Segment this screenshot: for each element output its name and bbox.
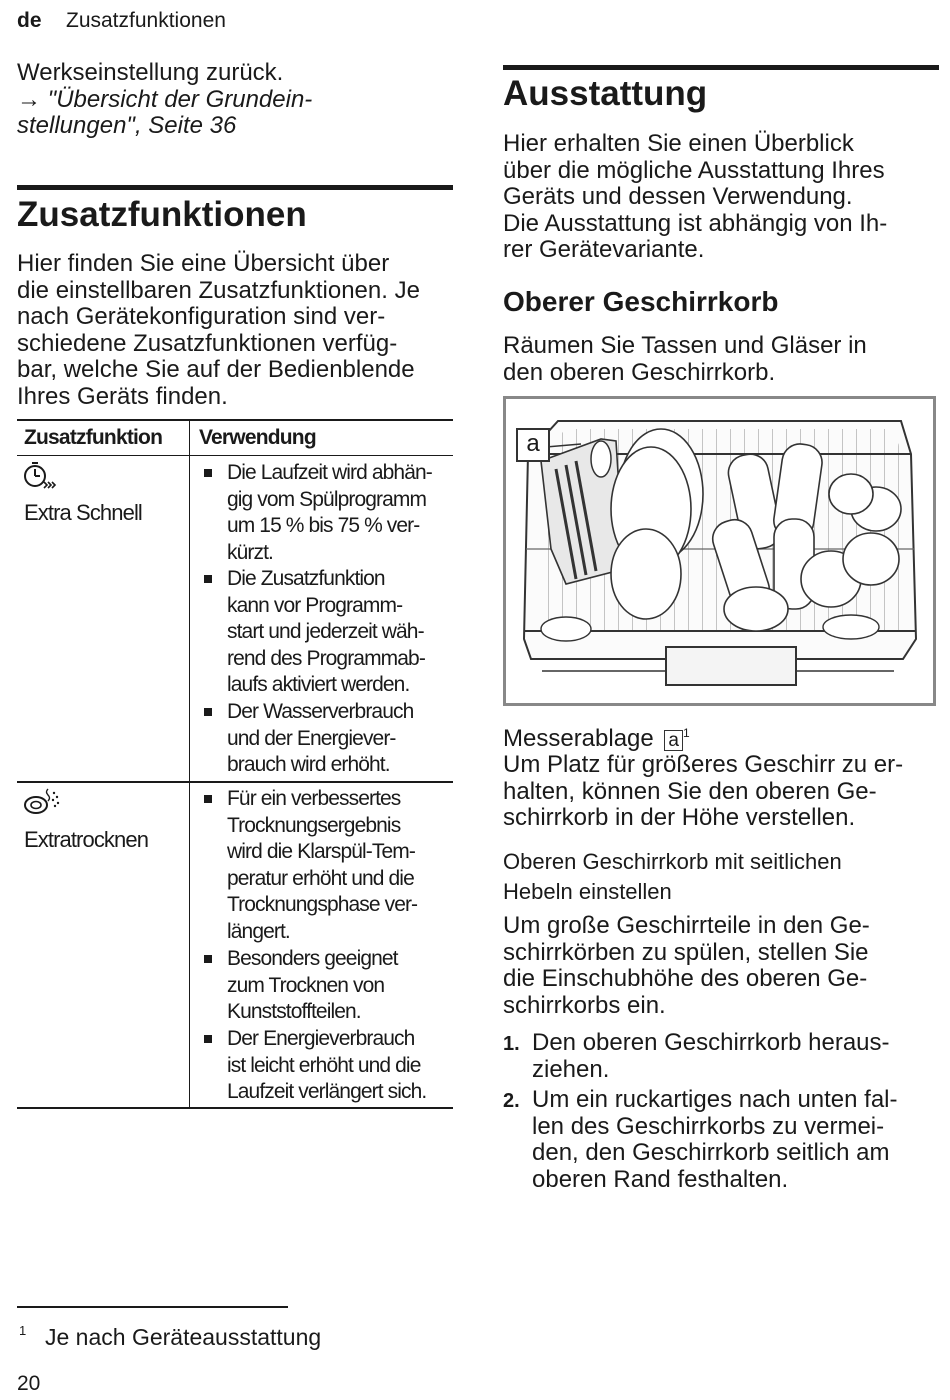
- usage-bullet: [227, 699, 413, 779]
- paragraph-line: schirrkorb in der Höhe verstellen.: [503, 804, 856, 831]
- paragraph-line: die Einschubhöhe des oberen Ge-: [503, 965, 868, 992]
- bullet-line: wird die Klarspül-Tem-: [227, 840, 415, 864]
- table-header-rule: [17, 455, 453, 456]
- cross-reference-link[interactable]: stellungen", Seite 36: [17, 112, 237, 139]
- sub-subsection-title: [503, 847, 943, 907]
- section-intro: [503, 131, 943, 264]
- paragraph-line: schiedene Zusatzfunktionen verfüg-: [17, 329, 398, 357]
- step-line: ziehen.: [532, 1055, 610, 1083]
- bullet-line: Laufzeit verlängert sich.: [227, 1080, 427, 1104]
- bullet-line: um 15 % bis 75 % ver-: [227, 514, 420, 538]
- figure-caption: [503, 720, 690, 753]
- extra-fast-icon: [22, 459, 58, 496]
- usage-bullet: [227, 1026, 426, 1106]
- paragraph-line: Ihres Geräts finden.: [17, 382, 228, 410]
- step-line: Den oberen Geschirrkorb heraus-: [532, 1029, 890, 1056]
- bullet-line: Trocknungsergebnis: [227, 813, 401, 837]
- cross-reference-link[interactable]: → "Übersicht der Grundein-: [17, 85, 313, 113]
- paragraph-line: Hier finden Sie eine Übersicht über: [17, 250, 390, 277]
- bullet-line: start und jederzeit wäh-: [227, 620, 424, 644]
- bullet-line: zum Trocknen von: [227, 973, 385, 997]
- usage-bullet: [227, 460, 432, 566]
- bullet-line: längert.: [227, 919, 290, 943]
- paragraph-line: bar, welche Sie auf der Bedienblende: [17, 356, 415, 383]
- section-title: Zusatzfunktionen: [17, 195, 307, 234]
- section-rule: [17, 185, 453, 190]
- bullet-line: Besonders geeignet: [227, 947, 398, 970]
- caption-text: Messerablage: [503, 725, 654, 752]
- step-line: Um ein ruckartiges nach unten fal-: [532, 1086, 898, 1113]
- section-title: Ausstattung: [503, 74, 708, 113]
- bullet-marker: [204, 469, 212, 477]
- paragraph-line: Die Ausstattung ist abhängig von Ih-: [503, 209, 888, 237]
- paragraph-line: Hier erhalten Sie einen Überblick: [503, 130, 854, 157]
- subsection-title: Oberer Geschirrkorb: [503, 286, 779, 317]
- bullet-line: ist leicht erhöht und die: [227, 1053, 421, 1077]
- paragraph-line: nach Gerätekonfiguration sind ver-: [17, 303, 386, 330]
- paragraph-line: halten, können Sie den oberen Ge-: [503, 777, 877, 805]
- function-name: Extratrocknen: [24, 827, 149, 852]
- paragraph-line: den oberen Geschirrkorb.: [503, 358, 776, 386]
- language-code: de: [17, 9, 42, 32]
- bullet-line: Der Energieverbrauch: [227, 1027, 415, 1050]
- bullet-line: brauch wird erhöht.: [227, 753, 390, 777]
- bullet-line: Der Wasserverbrauch: [227, 700, 414, 723]
- paragraph-line: Um große Geschirrteile in den Ge-: [503, 912, 870, 939]
- intro-text: [17, 60, 312, 140]
- subsection-intro: [503, 333, 943, 386]
- section-intro: [17, 251, 457, 410]
- step-number: 2.: [503, 1090, 520, 1112]
- bullet-line: gig vom Spülprogramm: [227, 487, 427, 511]
- table-column-divider: [189, 420, 190, 1109]
- step-line: oberen Rand festhalten.: [532, 1165, 789, 1193]
- title-line: Hebeln einstellen: [503, 879, 672, 904]
- paragraph-line: schirrkörben zu spülen, stellen Sie: [503, 938, 869, 966]
- page-number: 20: [17, 1372, 41, 1395]
- bullet-line: kürzt.: [227, 540, 273, 564]
- bullet-marker: [204, 795, 212, 803]
- intro-line: Werkseinstellung zurück.: [17, 59, 284, 86]
- paragraph-line: Um Platz für größeres Geschirr zu er-: [503, 751, 904, 778]
- table-top-rule: [17, 419, 453, 421]
- paragraph-line: Räumen Sie Tassen und Gläser in: [503, 332, 867, 359]
- paragraph-line: über die mögliche Ausstattung Ihres: [503, 156, 885, 184]
- footnote-reference[interactable]: 1: [683, 726, 690, 740]
- extra-dry-icon: [22, 787, 64, 822]
- footnote-text: Je nach Geräteausstattung: [45, 1324, 322, 1350]
- usage-bullet: [227, 566, 425, 699]
- footnote-rule: [17, 1306, 288, 1308]
- paragraph-line: schirrkorbs ein.: [503, 991, 666, 1019]
- bullet-marker: [204, 708, 212, 716]
- bullet-line: Die Zusatzfunktion: [227, 567, 385, 590]
- upper-basket-illustration: [503, 396, 936, 706]
- step-text: [532, 1087, 898, 1193]
- caption-key: a: [664, 730, 683, 751]
- paragraph-line: die einstellbaren Zusatzfunktionen. Je: [17, 276, 420, 304]
- step-text: [532, 1030, 890, 1083]
- function-name: Extra Schnell: [24, 500, 142, 525]
- table-header-function: Zusatzfunktion: [24, 426, 163, 449]
- bullet-line: Für ein verbessertes: [227, 787, 401, 810]
- bullet-marker: [204, 955, 212, 963]
- bullet-line: laufs aktiviert werden.: [227, 673, 410, 697]
- table-row-rule: [17, 781, 453, 783]
- bullet-line: peratur erhöht und die: [227, 866, 414, 890]
- bullet-line: Die Laufzeit wird abhän-: [227, 461, 432, 484]
- step-line: den, den Geschirrkorb seitlich am: [532, 1139, 890, 1166]
- bullet-marker: [204, 1035, 212, 1043]
- bullet-marker: [204, 575, 212, 583]
- bullet-line: rend des Programmab-: [227, 646, 425, 670]
- paragraph-line: Geräts und dessen Verwendung.: [503, 183, 853, 210]
- height-adjust-text: [503, 752, 943, 832]
- usage-bullet: [227, 946, 398, 1026]
- bullet-line: Trocknungsphase ver-: [227, 893, 418, 917]
- figure-label-a: a: [516, 428, 550, 462]
- running-header: Zusatzfunktionen: [66, 9, 226, 32]
- section-rule: [503, 65, 939, 70]
- step-line: len des Geschirrkorbs zu vermei-: [532, 1112, 885, 1140]
- paragraph-line: rer Gerätevariante.: [503, 236, 705, 263]
- table-bottom-rule: [17, 1107, 453, 1109]
- adjust-intro: [503, 913, 943, 1019]
- bullet-line: und der Energiever-: [227, 726, 396, 750]
- usage-bullet: [227, 786, 417, 946]
- footnote-mark: 1: [19, 1323, 27, 1338]
- bullet-line: Kunststoffteilen.: [227, 1000, 361, 1024]
- table-header-usage: Verwendung: [199, 426, 316, 449]
- step-number: 1.: [503, 1033, 520, 1055]
- bullet-line: kann vor Programm-: [227, 593, 403, 617]
- title-line: Oberen Geschirrkorb mit seitlichen: [503, 849, 842, 874]
